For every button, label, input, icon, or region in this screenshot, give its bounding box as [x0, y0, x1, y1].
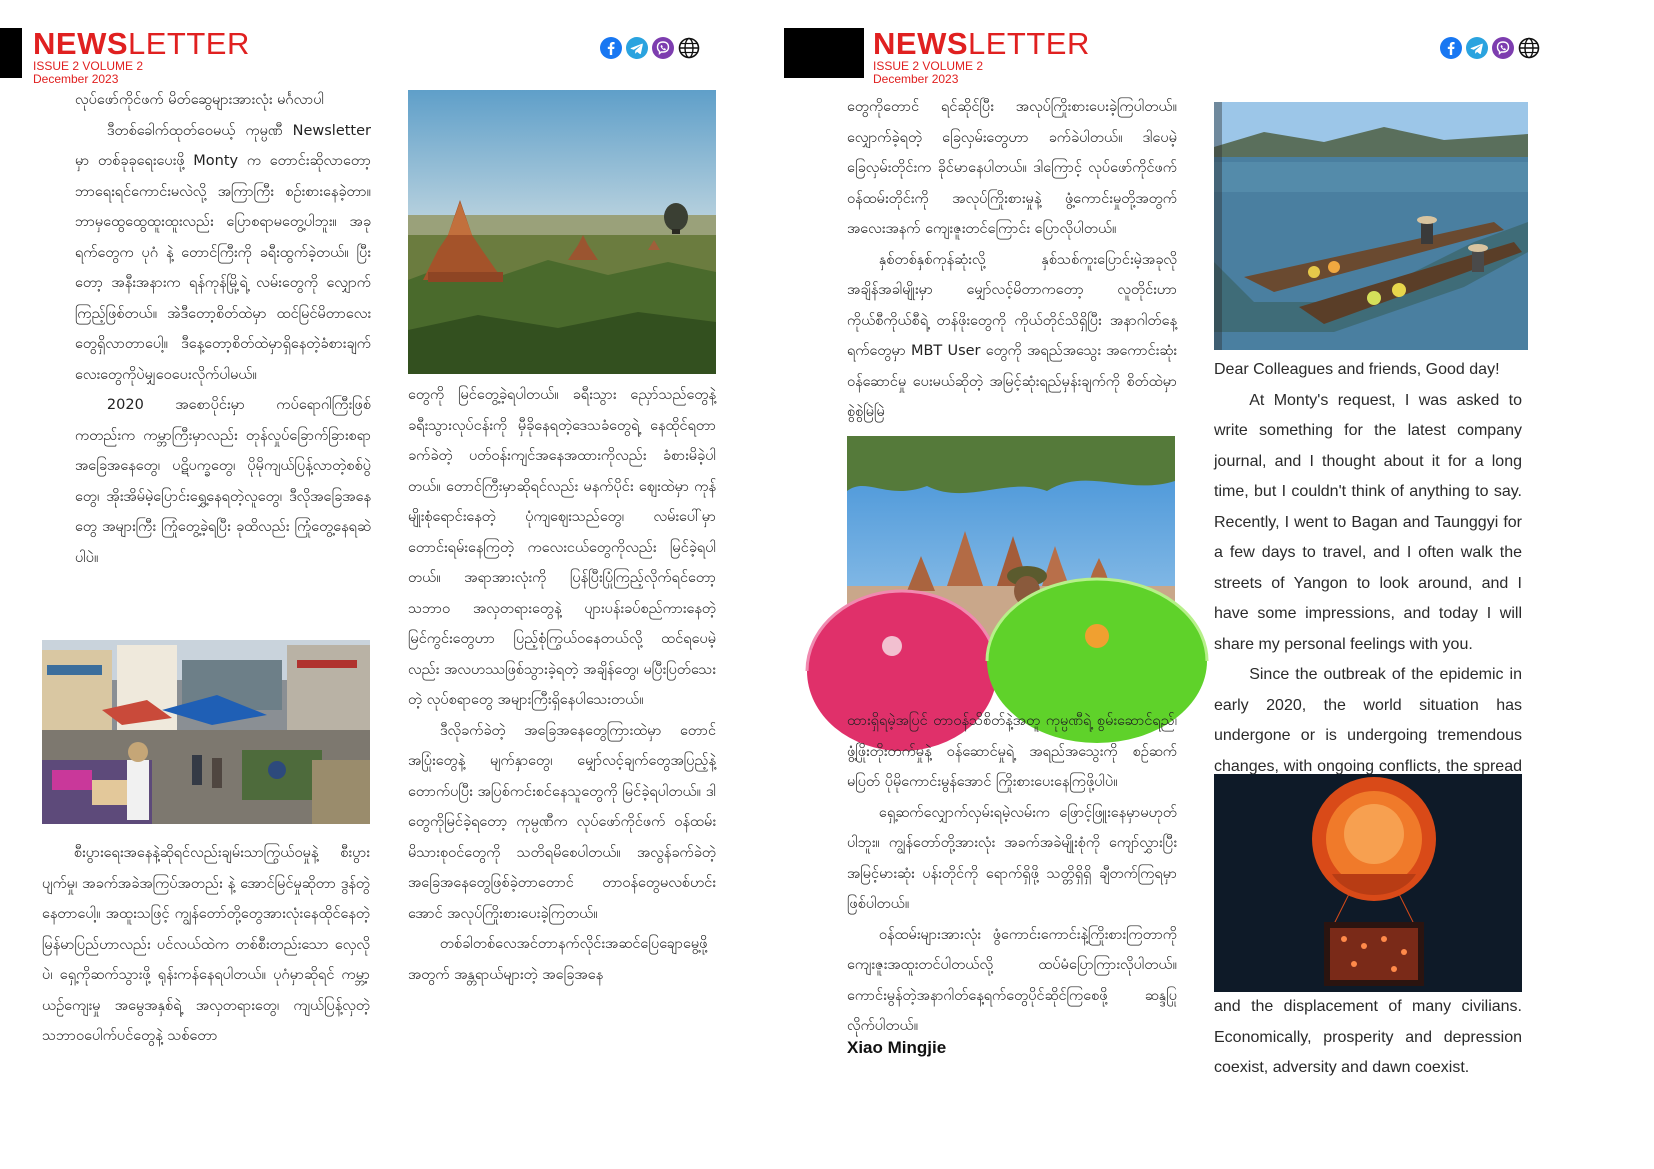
paragraph: ဒီတစ်ခေါက်ထုတ်ဝေမယ့် ကုမ္ပဏီ Newsletter မှာ တစ်ခုခုရေးပေးဖို့ Monty က တောင်းဆိုလာတော့ ဘာရေးရင်ကောင်းမလဲလို့ အကြာကြီး စဉ်းစားနေခဲ့တာ။ ဘာမှထွေထွေထူးထူးလည်း ပြောစရာမတွေ့ပါဘူး။ အခုရက်တွေက ပုဂံ နဲ့ တောင်ကြီးကို ခရီးထွက်ခဲ့တယ်။ ပြီးတော့ အနီးအနားက ရန်ကုန်မြို့ရဲ့ လမ်းတွေကို လျှောက်ကြည့်ဖြစ်တယ်။ အဲဒီတော့စိတ်ထဲမှာ ထင်မြင်မိတာလေးတွေရှိလာတာပေါ့။ ဒီနေ့တော့စိတ်ထဲမှာရှိနေတဲ့ခံစားချက်လေးတွေကိုပဲမျှဝေပေးလိုက်ပါမယ်။	[75, 122, 371, 383]
globe-icon[interactable]	[1518, 37, 1540, 59]
social-icons	[600, 37, 700, 59]
issue-date: December 2023	[873, 72, 959, 86]
paragraph: စီးပွားရေးအနေနဲ့ဆိုရင်လည်းချမ်းသာကြွယ်ဝမှုနဲ့ စီးပွားပျက်မှု၊ အခက်အခဲအကြပ်အတည်း နဲ့ အောင်မြင်မှုဆိုတာ ဒွန်တွဲနေတာပေါ့။ အထူးသဖြင့် ကျွန်တော်တို့တွေအားလုံးနေထိုင်နေတဲ့ မြန်မာပြည်ဟာလည်း ပင်လယ်ထဲက တစ်စီးတည်းသော လှေလိုပဲ၊ ရှေ့ကိုဆက်သွားဖို့ ရုန်းကန်နေရပါတယ်။ ပုဂံမှာဆိုရင် ကမ္ဘာ့ယဉ်ကျေးမှု အမွေအနှစ်ရဲ့ အလှတရားတွေ၊ ကျယ်ပြန့်လှတဲ့ သဘာဝပေါက်ပင်တွေနဲ့ သစ်တော	[42, 845, 370, 1044]
bagan-temple-balloon-photo	[408, 90, 716, 374]
issue-date: December 2023	[33, 72, 119, 86]
left-col1-text-bottom	[42, 838, 370, 1078]
left-col2-text	[408, 380, 716, 1080]
paragraph: တစ်ခါတစ်လေအင်တာနက်လိုင်းအဆင်ပြေချောမွေ့ဖို့အတွက် အန္တရာယ်များတဲ့ အခြေအနေ	[408, 936, 708, 983]
paragraph: ရှေ့ဆက်လျှောက်လှမ်းရမဲ့လမ်းက ဖြောင့်ဖြူးနေမှာမဟုတ်ပါဘူး။ ကျွန်တော်တို့အားလုံး အခက်အခဲမျိုးစုံကို ကျော်လွှားပြီး အမြင့်မားဆုံး ပန်းတိုင်ကို ရောက်ရှိဖို့ သတ္တိရှိရှိ ချီတက်ကြရမှာဖြစ်ပါတယ်။	[847, 804, 1177, 912]
paragraph: Since the outbreak of the epidemic in early 2020, the world situation has undergone or is undergoing tremendous changes, with ongoing conflicts, the spread	[1214, 666, 1522, 775]
paragraph: At Monty's request, I was asked to write something for the latest company journal, and I thought about it for a long time, but I couldn't think of anything to say. Recently, I went to Bagan and Taunggyi for a few days to travel, and I often walk the streets of Yangon to look around, and I have some impressions, and today I will share my personal feelings with you.	[1214, 391, 1522, 653]
telegram-icon[interactable]	[1466, 37, 1488, 59]
facebook-icon[interactable]	[1440, 37, 1462, 59]
right-col2-english-bottom	[1214, 992, 1522, 1092]
inle-lake-boats-photo	[1214, 102, 1528, 350]
paragraph: Dear Colleagues and friends, Good day!	[1214, 361, 1500, 378]
paragraph: တွေကိုတောင် ရင်ဆိုင်ပြီး အလုပ်ကြိုးစားပေးခဲ့ကြပါတယ်။ လျှောက်ခဲ့ရတဲ့ ခြေလှမ်းတွေဟာ ခက်ခဲပါတယ်။ ဒါပေမဲ့ ခြေလှမ်းတိုင်းက ခိုင်မာနေပါတယ်။ ဒါကြောင့် လုပ်ဖော်ကိုင်ဖက် ဝန်ထမ်းတိုင်းကို အလုပ်ကြိုးစားမှုနဲ့ ဖွံ့ကောင်းမှုတို့အတွက် အလေးအနက် ကျေးဇူးတင်ကြောင်း ပြောလိုပါတယ်။	[847, 99, 1177, 237]
paragraph: and the displacement of many civilians. Economically, prosperity and depression coexist, adversity and dawn coexist.	[1214, 998, 1522, 1076]
author-signature: Xiao Mingjie	[847, 1038, 947, 1057]
social-icons	[1440, 37, 1540, 59]
taunggyi-market-photo	[42, 640, 370, 824]
paragraph: နှစ်တစ်နှစ်ကုန်ဆုံးလို့ နှစ်သစ်ကူးပြောင်းမဲ့အခုလိုအချိန်အခါမျိုးမှာ မျှော်လင့်မိတာကတော့ လူတိုင်းဟာ ကိုယ်စီကိုယ်စီရဲ့ တန်ဖိုးတွေကို ကိုယ်တိုင်သိရှိပြီး အနာဂါတ်နေ့ရက်တွေမှာ MBT User တွေကို အရည်အသွေး အကောင်းဆုံး ဝန်ဆောင်မှု ပေးမယ်ဆိုတဲ့ အမြင့်ဆုံးရည်မှန်းချက်ကို စိတ်ထဲမှာ စွဲစွဲမြဲမြဲ	[847, 251, 1177, 420]
paragraph: တွေကို မြင်တွေ့ခဲ့ရပါတယ်။ ခရီးသွား ညှော်သည်တွေနဲ့ ခရီးသွားလုပ်ငန်းကို မှီခိုနေရတဲ့ဒေသခံတွေရဲ့ နေထိုင်ရတာခက်ခဲတဲ့ ပတ်ဝန်းကျင်အနေအထားကိုလည်း ခံစားမိခဲ့ပါတယ်။ တောင်ကြီးမှာဆိုရင်လည်း မနက်ပိုင်း ဈေးထဲမှာ ကုန်မျိုးစုံရောင်းနေတဲ့ ပုံကျဈေးသည်တွေ၊ လမ်းပေါ်မှာ တောင်းရမ်းနေကြတဲ့ ကလေးငယ်တွေကိုလည်း မြင်ခဲ့ရပါတယ်။ အရာအားလုံးကို ပြန်ပြီးပြုံကြည့်လိုက်ရင်တော့ သဘာဝ အလှတရားတွေနဲ့ ပျားပန်းခပ်စည်ကားနေတဲ့ မြင်ကွင်းတွေဟာ ပြည့်စုံကြွယ်ဝနေတယ်လို့ ထင်ရပေမဲ့လည်း အလဟဿဖြစ်သွားခဲ့ရတဲ့ အချိန်တွေ၊ မပြီးပြတ်သေးတဲ့ လုပ်စရာတွေ အများကြီးရှိနေပါသေးတယ်။	[408, 387, 716, 708]
newsletter-masthead	[873, 28, 1090, 85]
header-black-tab	[0, 28, 22, 78]
header-black-tab	[784, 28, 864, 78]
brand-title: NEWSLETTER	[873, 26, 1090, 61]
bagan-umbrella-vendor-photo	[847, 436, 1175, 683]
paragraph: ထားရှိရမဲ့အပြင် တာဝန်သိစိတ်နဲ့အတူ ကုမ္ပဏီရဲ့ စွမ်းဆောင်ရည်၊ ဖွံ့ဖြိုးတိုးတက်မှုနဲ့ ဝန်ဆောင်မှုရဲ့ အရည်အသွေးကို စဉ်ဆက်မပြတ် ပိုမိုကောင်းမွန်အောင် ကြိုးစားပေးနေကြဖို့ပါပဲ။	[847, 713, 1177, 790]
paragraph: ဒီလိုခက်ခဲတဲ့ အခြေအနေတွေကြားထဲမှာ တောင် အပြုံးတွေနဲ့ မျက်နှာတွေ၊ မျှော်လင့်ချက်တွေအပြည့်နဲ့ တောက်ပပြီး အပြစ်ကင်းစင်နေသူတွေကို မြင်ခဲ့ရပါတယ်။ ဒါတွေကိုမြင်ခဲ့ရတော့ ကုမ္ပဏီက လုပ်ဖော်ကိုင်ဖက် ဝန်ထမ်းမိသားစုဝင်တွေကို သတိရမိစေပါတယ်။ အလွန်ခက်ခဲတဲ့အခြေအနေတွေဖြစ်ခဲ့တာတောင် တာဝန်တွေမလစ်ဟင်းအောင် အလုပ်ကြိုးစားပေးခဲ့ကြတယ်။	[408, 722, 716, 922]
issue-label: ISSUE 2 VOLUME 2	[33, 59, 144, 73]
globe-icon[interactable]	[678, 37, 700, 59]
viber-icon[interactable]	[1492, 37, 1514, 59]
right-col1-text-bottom	[847, 706, 1177, 1034]
paragraph: ဝန်ထမ်းများအားလုံး ဖွံကောင်းကောင်းနဲ့ကြိုးစားကြတာကို ကျေးဇူးအထူးတင်ပါတယ်လို့ ထပ်မံပြောကြားလိုပါတယ်။ ကောင်းမွန်တဲ့အနာဂါတ်နေ့ရက်တွေပိုင်ဆိုင်ကြစေဖို့ ဆန္ဒပြုလိုက်ပါတယ်။	[847, 926, 1177, 1034]
right-page	[827, 0, 1654, 1169]
brand-title: NEWSLETTER	[33, 26, 250, 61]
facebook-icon[interactable]	[600, 37, 622, 59]
issue-label: ISSUE 2 VOLUME 2	[873, 59, 984, 73]
right-col1-text-top	[847, 92, 1177, 432]
paragraph: လုပ်ဖော်ကိုင်ဖက် မိတ်ဆွေများအားလုံး မင်္ဂလာပါ	[75, 92, 324, 108]
viber-icon[interactable]	[652, 37, 674, 59]
telegram-icon[interactable]	[626, 37, 648, 59]
newsletter-masthead	[33, 28, 250, 85]
right-col2-english-top	[1214, 355, 1522, 775]
taunggyi-lantern-balloon-photo	[1214, 774, 1522, 992]
left-col1-text-top	[75, 85, 371, 625]
paragraph: 2020 အစောပိုင်းမှာ ကပ်ရောဂါကြီးဖြစ်ကတည်းက ကမ္ဘာကြီးမှာလည်း တုန်လှုပ်ခြောက်ခြားစရာ အခြေအနေတွေ၊ ပဋိပက္ခတွေ၊ ပိုမိုကျယ်ပြန့်လာတဲ့စစ်ပွဲတွေ၊ အိုးအိမ်မဲ့ပြောင်းရွှေ့နေရတဲ့လူတွေ၊ ဒီလိုအခြေအနေတွေ အများကြီး ကြုံတွေ့ခဲ့ရပြီး ခုထိလည်း ကြုံတွေ့နေရဆဲပါပဲ။	[75, 397, 371, 566]
